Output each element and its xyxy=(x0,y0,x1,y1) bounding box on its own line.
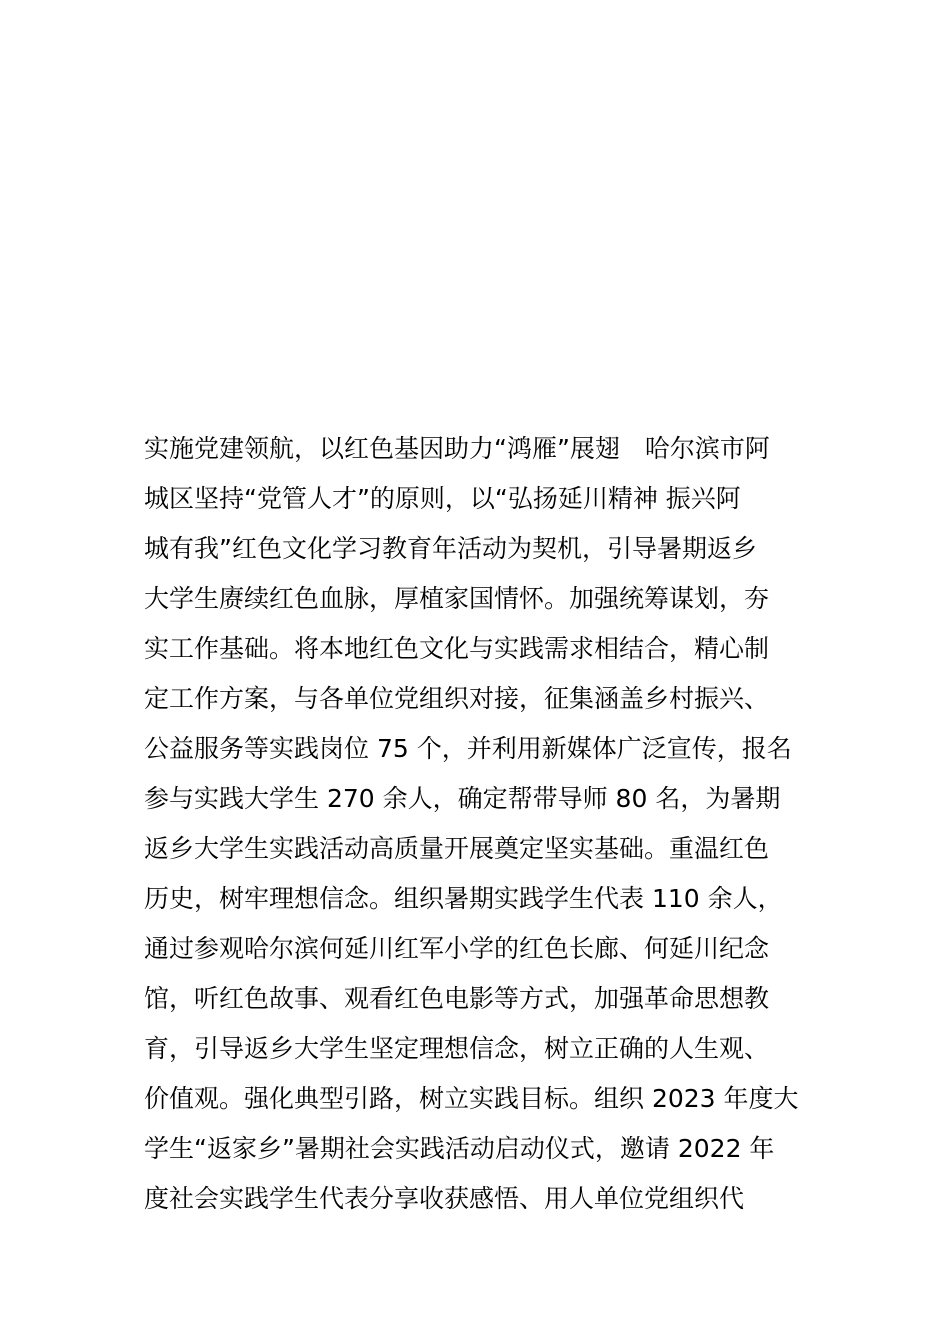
text-line: 城区坚持“党管人才”的原则，以“弘扬延川精神 振兴阿 xyxy=(144,484,741,513)
text-line: 历史，树牢理想信念。组织暑期实践学生代表 110 余人， xyxy=(144,884,783,913)
text-line: 公益服务等实践岗位 75 个，并利用新媒体广泛宣传，报名 xyxy=(144,734,792,763)
text-line: 学生“返家乡”暑期社会实践活动启动仪式，邀请 2022 年 xyxy=(144,1134,775,1163)
text-line: 馆，听红色故事、观看红色电影等方式，加强革命思想教 xyxy=(144,984,770,1013)
text-line: 价值观。强化典型引路，树立实践目标。组织 2023 年度大 xyxy=(144,1084,799,1113)
text-line: 参与实践大学生 270 余人，确定帮带导师 80 名，为暑期 xyxy=(144,784,781,813)
text-line: 定工作方案，与各单位党组织对接，征集涵盖乡村振兴、 xyxy=(144,684,770,713)
text-line: 城有我”红色文化学习教育年活动为契机，引导暑期返乡 xyxy=(144,534,757,563)
text-line: 实施党建领航，以红色基因助力“鸿雁”展翅 哈尔滨市阿 xyxy=(144,434,770,463)
text-line: 度社会实践学生代表分享收获感悟、用人单位党组织代 xyxy=(144,1184,745,1213)
text-line: 返乡大学生实践活动高质量开展奠定坚实基础。重温红色 xyxy=(144,834,770,863)
body-paragraph xyxy=(144,424,824,1224)
text-line: 实工作基础。将本地红色文化与实践需求相结合，精心制 xyxy=(144,634,770,663)
text-line: 大学生赓续红色血脉，厚植家国情怀。加强统筹谋划，夯 xyxy=(144,584,770,613)
text-line: 育，引导返乡大学生坚定理想信念，树立正确的人生观、 xyxy=(144,1034,770,1063)
text-line: 通过参观哈尔滨何延川红军小学的红色长廊、何延川纪念 xyxy=(144,934,770,963)
